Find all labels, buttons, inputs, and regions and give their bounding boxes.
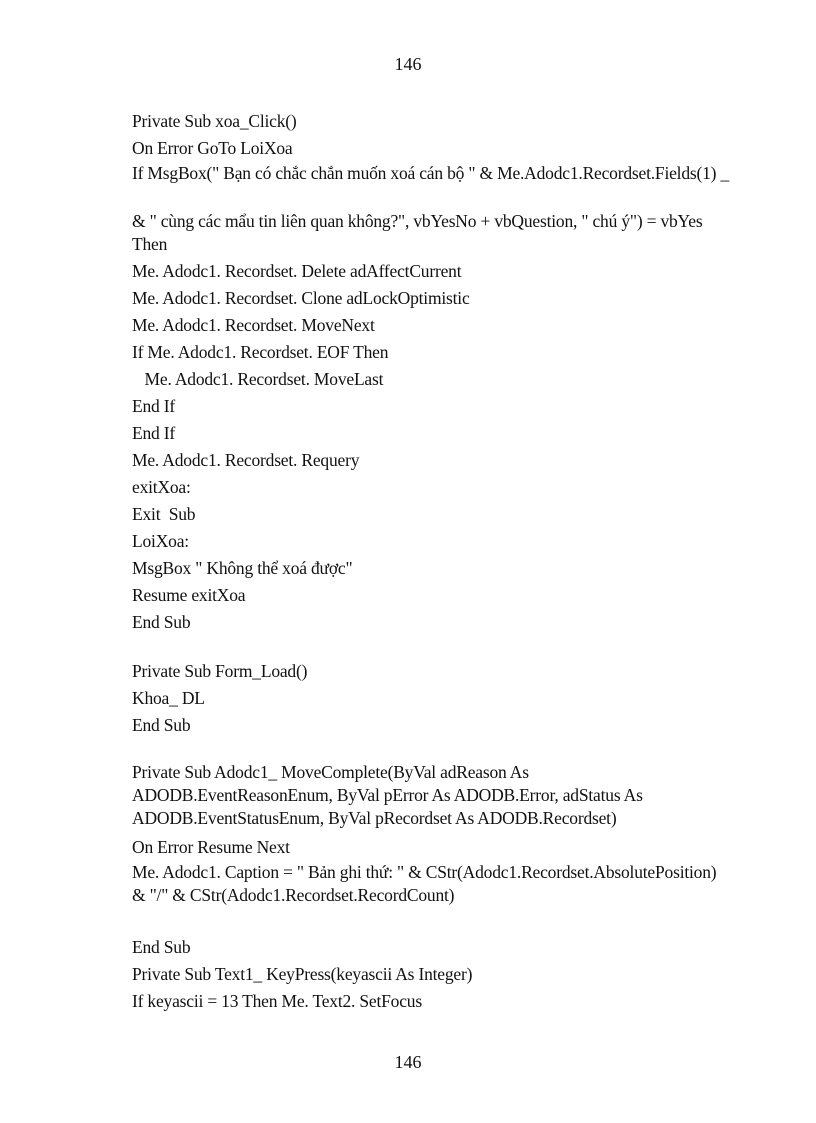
code-line: Me. Adodc1. Caption = " Bản ghi thứ: " & CStr(Adodc1.Recordset.AbsolutePosition) & "/" & CStr(Adodc1.Recordset.RecordCount): [132, 862, 717, 905]
code-line: exitXoa:: [132, 477, 191, 497]
code-line: Private Sub xoa_Click(): [132, 111, 297, 131]
code-section-move-complete: [132, 761, 732, 1015]
code-line: If keyascii = 13 Then Me. Text2. SetFocus: [132, 991, 422, 1011]
code-line: Resume exitXoa: [132, 585, 246, 605]
code-section-xoa-click: [132, 108, 732, 636]
code-line: Private Sub Adodc1_ MoveComplete(ByVal adReason As ADODB.EventReasonEnum, ByVal pError As ADODB.Error, adStatus As ADODB.EventStatusEnum, ByVal pRecordset As ADODB.Recordset): [132, 762, 643, 828]
code-line: Private Sub Form_Load(): [132, 661, 308, 681]
code-listing: [132, 108, 732, 1015]
section-gap: [132, 636, 732, 658]
code-line: End If: [132, 396, 176, 416]
code-line: Private Sub Text1_ KeyPress(keyascii As Integer): [132, 964, 473, 984]
code-line: On Error GoTo LoiXoa: [132, 138, 293, 158]
code-line: Me. Adodc1. Recordset. Clone adLockOptimistic: [132, 288, 470, 308]
code-line: If Me. Adodc1. Recordset. EOF Then: [132, 342, 389, 362]
code-line: Me. Adodc1. Recordset. Requery: [132, 450, 360, 470]
code-line: On Error Resume Next: [132, 837, 290, 857]
code-line: If MsgBox(" Bạn có chắc chắn muốn xoá cán bộ " & Me.Adodc1.Recordset.Fields(1) _: [132, 163, 730, 183]
code-section-form-load: [132, 658, 732, 739]
code-line: Me. Adodc1. Recordset. MoveNext: [132, 315, 375, 335]
code-line: Me. Adodc1. Recordset. MoveLast: [132, 369, 384, 389]
code-line: LoiXoa:: [132, 531, 189, 551]
code-line: Khoa_ DL: [132, 688, 205, 708]
code-line: Me. Adodc1. Recordset. Delete adAffectCurrent: [132, 261, 462, 281]
code-line: End Sub: [132, 612, 191, 632]
page-number-bottom: 146: [394, 1052, 422, 1072]
code-line: End If: [132, 423, 176, 443]
code-line: End Sub: [132, 937, 191, 957]
code-line: End Sub: [132, 715, 191, 735]
code-line: & " cùng các mẩu tin liên quan không?", vbYesNo + vbQuestion, " chú ý") = vbYes Then: [132, 211, 703, 254]
section-gap: [132, 739, 732, 761]
code-line: MsgBox " Không thể xoá được": [132, 558, 353, 578]
page-number-top: 146: [394, 54, 422, 74]
code-line: Exit Sub: [132, 504, 196, 524]
